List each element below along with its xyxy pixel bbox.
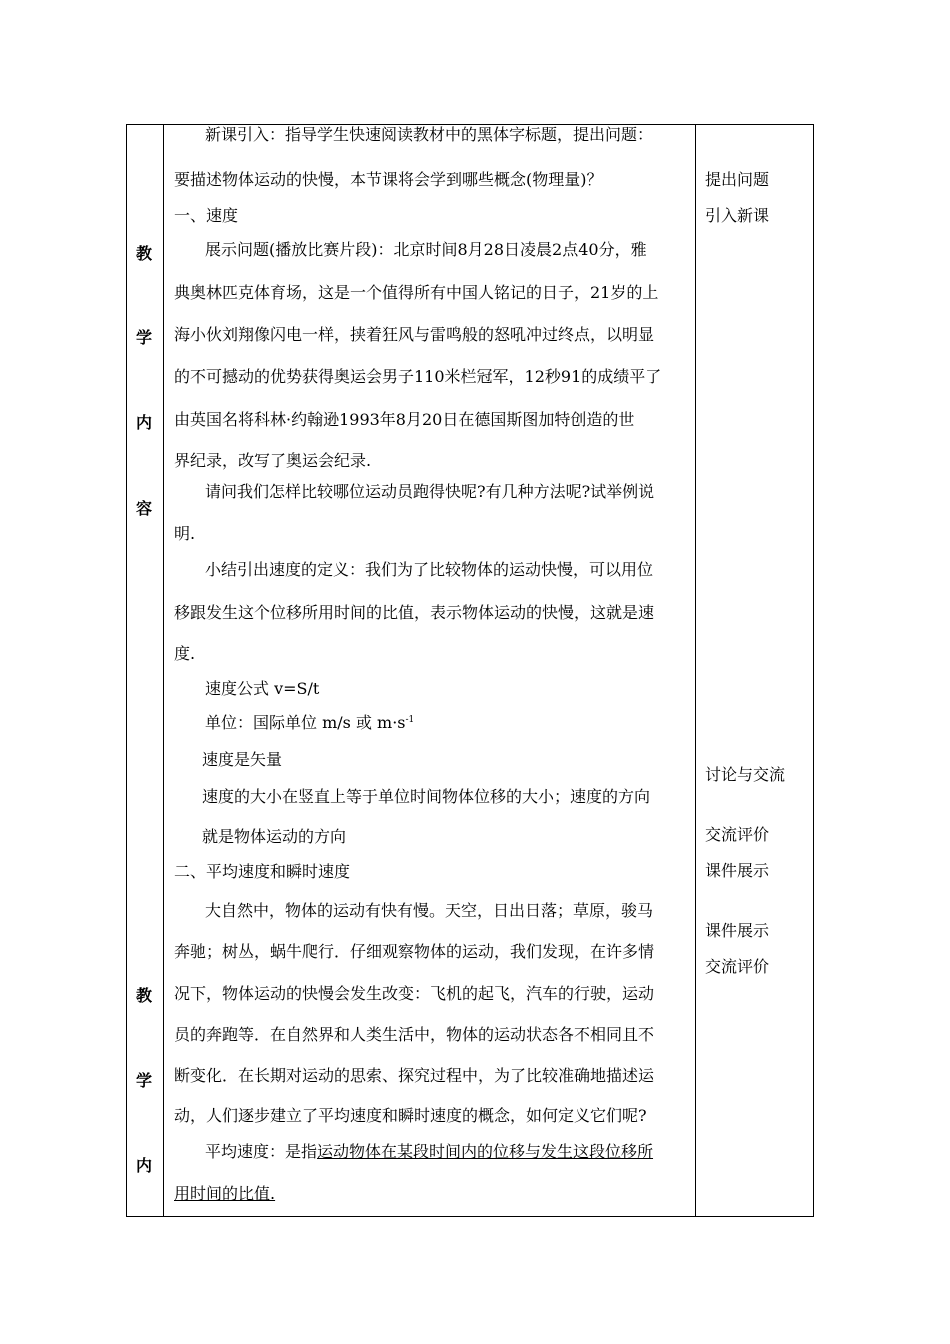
paragraph-line: 展示问题(播放比赛片段)：北京时间8月28日凌晨2点40分，雅 [205, 240, 647, 259]
label-char: 教 [135, 986, 152, 1005]
speed-unit-text: 单位：国际单位 m/s 或 m·s [205, 713, 406, 732]
paragraph-line: 大自然中，物体的运动有快有慢。天空，日出日落；草原，骏马 [205, 901, 654, 920]
section-heading-average-speed: 二、平均速度和瞬时速度 [174, 862, 351, 881]
label-char: 学 [135, 328, 152, 347]
note-courseware: 课件展示 [705, 861, 770, 880]
note-evaluation: 交流评价 [705, 957, 770, 976]
note-discussion: 讨论与交流 [705, 765, 786, 784]
paragraph-line: 界纪录，改写了奥运会纪录. [174, 451, 372, 470]
label-char: 容 [135, 499, 152, 518]
average-speed-definition [205, 1142, 653, 1162]
paragraph-line: 海小伙刘翔像闪电一样，挟着狂风与雷鸣般的怒吼冲过终点，以明显 [174, 325, 655, 344]
speed-vector-note: 速度是矢量 [202, 750, 283, 769]
intro-line-2: 要描述物体运动的快慢，本节课将会学到哪些概念(物理量)？ [174, 170, 603, 189]
column-divider-left [163, 125, 164, 1216]
paragraph-line: 断变化．在长期对运动的思索、探究过程中，为了比较准确地描述运 [174, 1066, 655, 1085]
speed-unit [205, 713, 414, 733]
label-char: 教 [135, 244, 152, 263]
note-ask-question: 提出问题 [705, 170, 770, 189]
paragraph-line: 动，人们逐步建立了平均速度和瞬时速度的概念，如何定义它们呢? [174, 1106, 647, 1125]
intro-line-1: 新课引入：指导学生快速阅读教材中的黑体字标题，提出问题： [205, 125, 654, 144]
paragraph-line: 况下，物体运动的快慢会发生改变：飞机的起飞，汽车的行驶，运动 [174, 984, 655, 1003]
average-speed-prefix: 平均速度：是指 [205, 1142, 318, 1161]
speed-formula: 速度公式 v=S/t [205, 679, 320, 698]
average-speed-definition-cont [174, 1184, 275, 1204]
paragraph-line: 小结引出速度的定义：我们为了比较物体的运动快慢，可以用位 [205, 560, 654, 579]
note-introduce-lesson: 引入新课 [705, 206, 770, 225]
label-char: 学 [135, 1071, 152, 1090]
paragraph-line: 的不可撼动的优势获得奥运会男子110米栏冠军，12秒91的成绩平了 [174, 367, 662, 386]
paragraph-line: 明. [174, 524, 196, 543]
note-evaluation: 交流评价 [705, 825, 770, 844]
speed-unit-exponent: -1 [405, 715, 415, 725]
paragraph-line: 度. [174, 644, 196, 663]
note-courseware: 课件展示 [705, 921, 770, 940]
paragraph-line: 就是物体运动的方向 [202, 827, 347, 846]
paragraph-line: 奔驰；树丛，蜗牛爬行．仔细观察物体的运动，我们发现，在许多情 [174, 942, 655, 961]
average-speed-underlined: 运动物体在某段时间内的位移与发生这段位移所 [317, 1142, 654, 1161]
paragraph-line: 移跟发生这个位移所用时间的比值，表示物体运动的快慢，这就是速 [174, 603, 655, 622]
section-heading-speed: 一、速度 [174, 206, 239, 225]
paragraph-line: 速度的大小在竖直上等于单位时间物体位移的大小；速度的方向 [202, 787, 651, 806]
paragraph-line: 典奥林匹克体育场，这是一个值得所有中国人铭记的日子，21岁的上 [174, 283, 659, 302]
label-char: 内 [135, 1156, 152, 1175]
paragraph-line: 由英国名将科林·约翰逊1993年8月20日在德国斯图加特创造的世 [174, 410, 635, 429]
paragraph-line: 请问我们怎样比较哪位运动员跑得快呢?有几种方法呢?试举例说 [205, 482, 655, 501]
column-divider-right [695, 125, 696, 1216]
paragraph-line: 员的奔跑等．在自然界和人类生活中，物体的运动状态各不相同且不 [174, 1025, 655, 1044]
label-char: 内 [135, 413, 152, 432]
average-speed-underlined-2: 用时间的比值. [174, 1184, 276, 1203]
